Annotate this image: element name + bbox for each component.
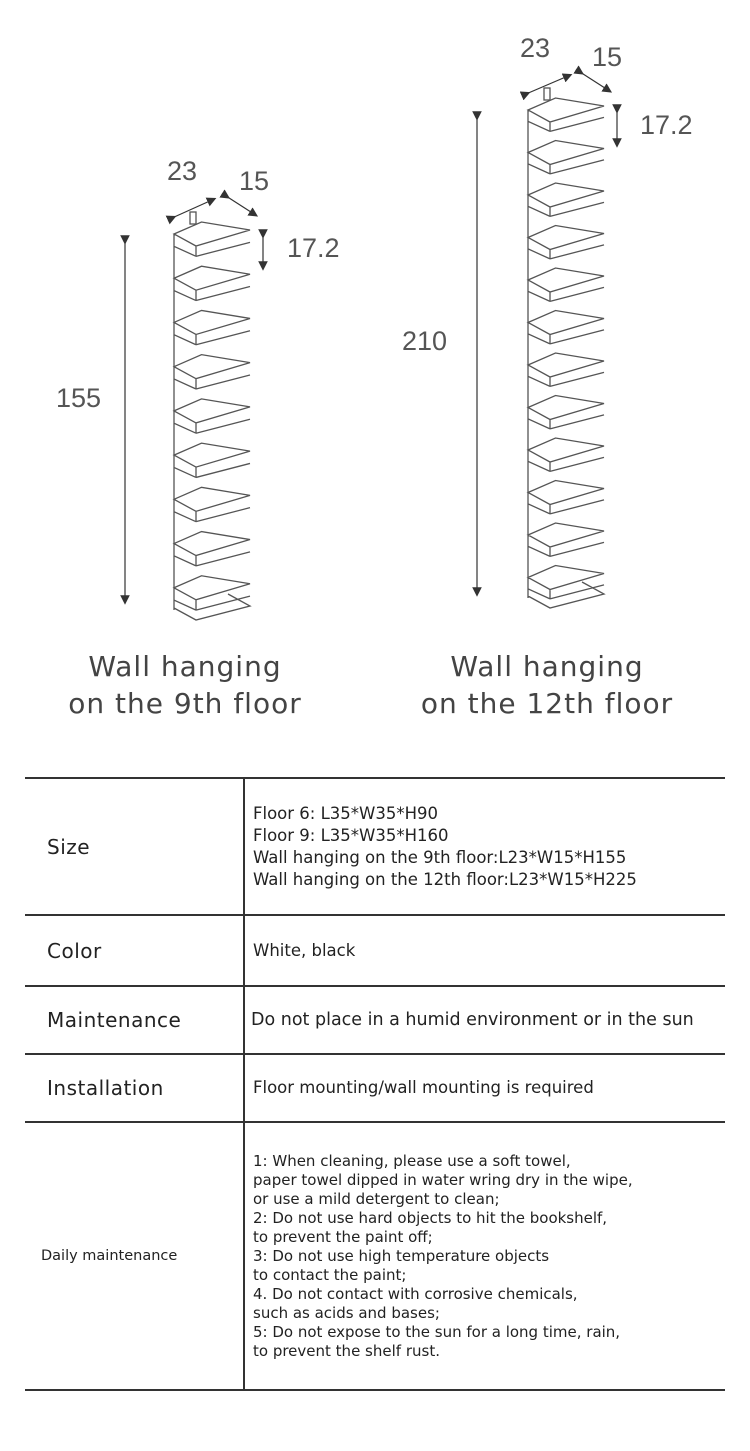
row-value-color: White, black [244,915,725,986]
table-row [25,915,725,986]
product-drawings [0,0,750,640]
left-shelf-drawing [174,212,250,620]
care-line: to prevent the shelf rust. [253,1341,440,1360]
right-total-height-value: 210 [402,326,448,356]
row-label-color: Color [25,915,244,986]
table-row [25,986,725,1054]
right-width-value: 15 [592,42,623,72]
row-label-size: Size [25,778,244,915]
size-line: Wall hanging on the 12th floor:L23*W15*H225 [253,869,637,889]
right-length-value: 23 [520,33,551,63]
care-line: 4. Do not contact with corrosive chemicals, [253,1284,578,1303]
table-row [25,1122,725,1390]
table-row [25,778,725,915]
row-value-daily-maintenance [244,1122,725,1390]
table-row [25,1054,725,1122]
row-value-installation: Floor mounting/wall mounting is required [244,1054,725,1122]
right-caption-line-2: on the 12th floor [420,687,674,720]
spec-table [25,777,725,1391]
right-caption-line-1: Wall hanging [450,650,644,683]
care-line: 1: When cleaning, please use a soft towel, [253,1151,571,1170]
right-shelf-drawing [528,88,604,608]
row-value-maintenance: Do not place in a humid environment or in the sun [244,986,725,1054]
shelf-outline [528,98,604,608]
row-label-maintenance: Maintenance [25,986,244,1054]
wall-hook [190,212,196,224]
right-caption [392,648,702,722]
left-width-value: 15 [239,166,270,196]
left-total-height-value: 155 [56,383,102,413]
row-label-daily-maintenance: Daily maintenance [25,1122,244,1390]
left-shelf-height-value: 17.2 [287,233,340,263]
care-line: such as acids and bases; [253,1303,440,1322]
left-caption-line-1: Wall hanging [88,650,282,683]
care-line: 3: Do not use high temperature objects [253,1246,550,1265]
care-line: 2: Do not use hard objects to hit the bookshelf, [253,1208,608,1227]
size-line: Wall hanging on the 9th floor:L23*W15*H155 [253,847,627,867]
size-line: Floor 9: L35*W35*H160 [253,825,449,845]
left-caption-line-2: on the 9th floor [68,687,302,720]
care-line: to contact the paint; [253,1265,407,1284]
care-line: to prevent the paint off; [253,1227,433,1246]
row-value-size [244,778,725,915]
row-label-installation: Installation [25,1054,244,1122]
left-length-value: 23 [167,156,198,186]
left-dimension-arrows [125,196,263,600]
left-caption [40,648,330,722]
care-line: paper towel dipped in water wring dry in the wipe, [253,1170,633,1189]
size-line: Floor 6: L35*W35*H90 [253,803,438,823]
care-line: or use a mild detergent to clean; [253,1189,500,1208]
care-line: 5: Do not expose to the sun for a long time, rain, [253,1322,621,1341]
right-shelf-height-value: 17.2 [640,110,693,140]
shelf-outline [174,222,250,620]
wall-hook [544,88,550,100]
